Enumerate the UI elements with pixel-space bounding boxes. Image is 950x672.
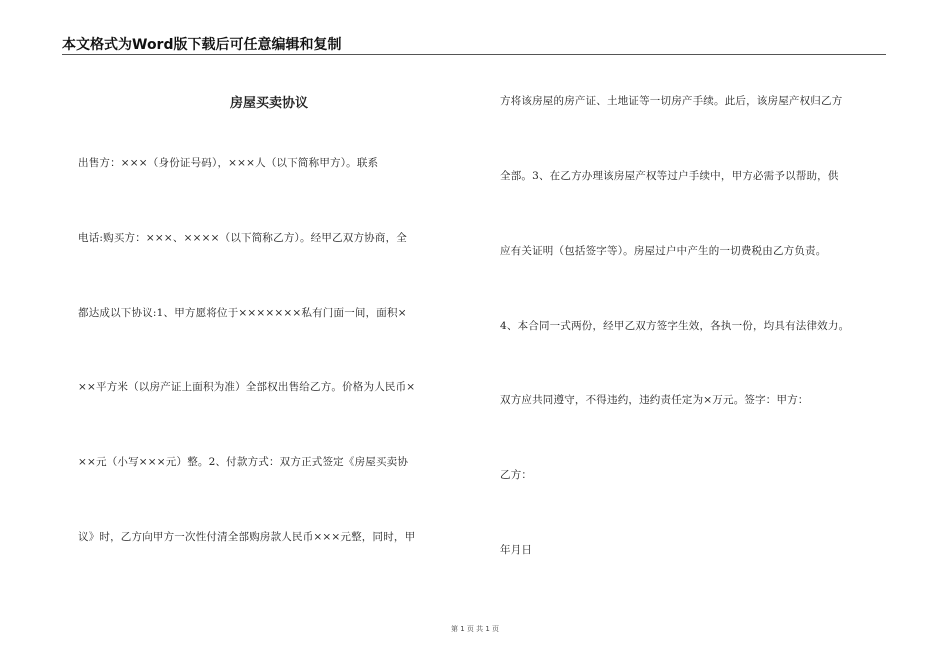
text-line: 4、本合同一式两份，经甲乙双方签字生效，各执一份，均具有法律效力。: [500, 320, 850, 332]
document-title: 房屋买卖协议: [229, 96, 308, 111]
text-line: 出售方：×××（身份证号码），×××人（以下简称甲方）。联系: [78, 157, 379, 169]
page-header: [62, 32, 886, 55]
text-line: 全部。3、在乙方办理该房屋产权等过户手续中，甲方必需予以帮助，供: [500, 170, 839, 182]
text-line: 双方应共同遵守，不得违约，违约责任定为×万元。签字：甲方：: [500, 394, 809, 406]
header-text: 本文格式为Word版下载后可任意编辑和复制: [62, 37, 342, 53]
text-line: 议》时，乙方向甲方一次性付清全部购房款人民币×××元整，同时，甲: [78, 531, 416, 543]
text-line: ××平方米（以房产证上面积为准）全部权出售给乙方。价格为人民币×: [78, 381, 416, 393]
text-line: 都达成以下协议:1、甲方愿将位于×××××××私有门面一间，面积×: [78, 307, 407, 319]
signature-party-b: 乙方：: [500, 469, 533, 481]
page-number: 第 1 页 共 1 页: [450, 625, 500, 633]
text-line: 电话:购买方：×××、××××（以下简称乙方）。经甲乙双方协商，全: [78, 232, 407, 244]
text-line: 应有关证明（包括签字等）。房屋过户中产生的一切费税由乙方负责。: [500, 245, 827, 257]
text-line: ××元（小写×××元）整。2、付款方式：双方正式签定《房屋买卖协: [78, 456, 409, 468]
text-line: 方将该房屋的房产证、土地证等一切房产手续。此后，该房屋产权归乙方: [500, 95, 843, 107]
signature-date: 年月日: [500, 544, 533, 556]
